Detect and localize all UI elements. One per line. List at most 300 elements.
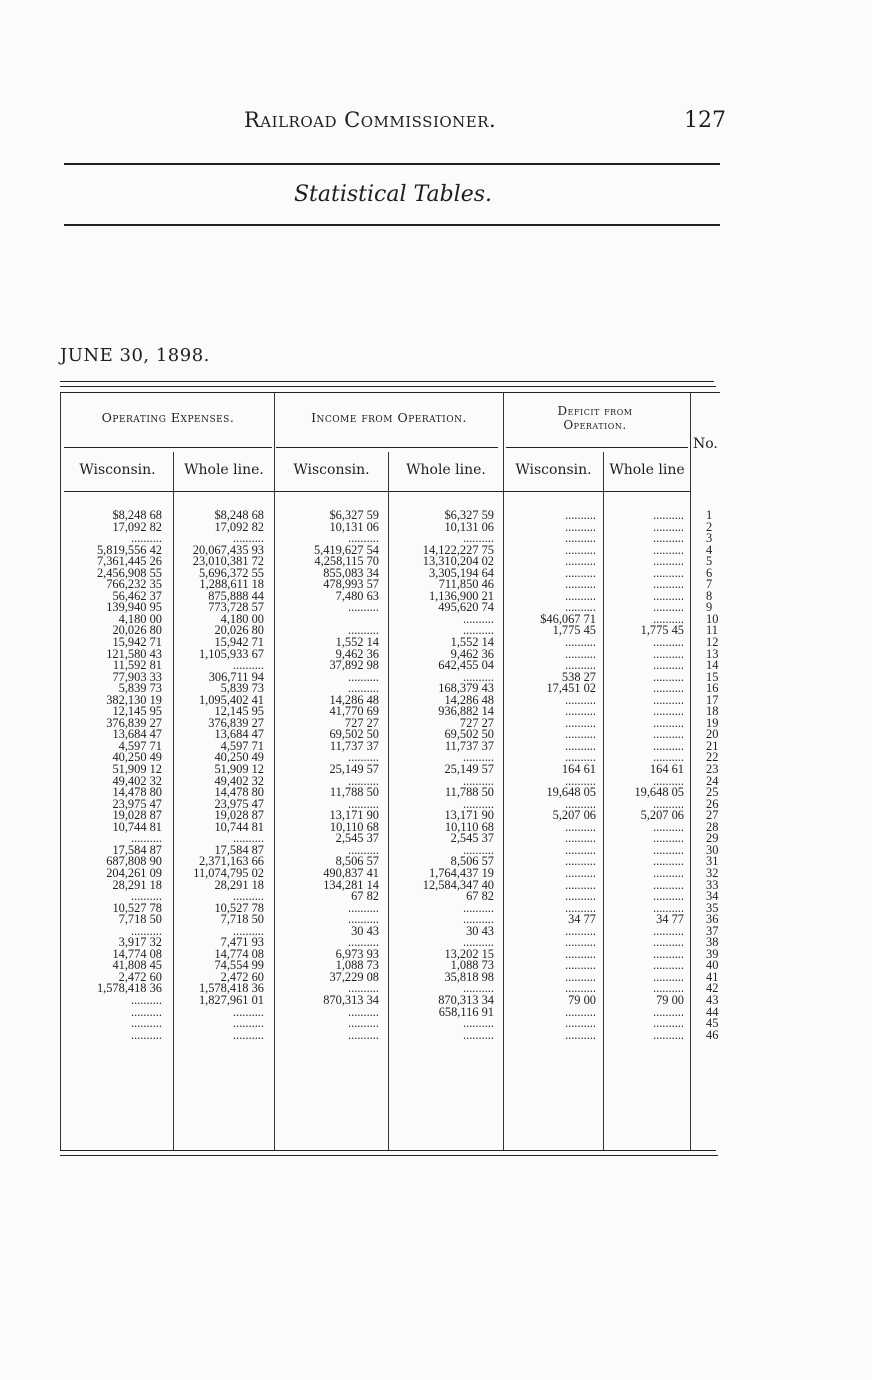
table-cell: $6,327 59 bbox=[444, 508, 494, 522]
table-cell: .......... bbox=[653, 658, 684, 673]
table-cell: .......... bbox=[653, 831, 684, 846]
running-head-title: Railroad Commissioner. bbox=[244, 108, 497, 132]
table-cell: .......... bbox=[463, 773, 494, 788]
table-cell: .......... bbox=[653, 519, 684, 534]
table-cell: .......... bbox=[565, 946, 596, 961]
table-cell: .......... bbox=[348, 531, 379, 546]
table-cell: .......... bbox=[565, 692, 596, 707]
table-cell: 37,892 98 bbox=[329, 658, 379, 673]
table-cell: 168,379 43 bbox=[438, 681, 494, 696]
col-rule-left bbox=[60, 392, 61, 1150]
table-cell: .......... bbox=[653, 542, 684, 557]
table-cell: .......... bbox=[565, 796, 596, 811]
table-cell: .......... bbox=[131, 923, 162, 938]
table-cell: $6,327 59 bbox=[329, 508, 379, 522]
group-operating-expenses: Operating Expenses. bbox=[101, 410, 235, 425]
table-top-rule-3 bbox=[60, 392, 720, 393]
table-cell: 20,026 80 bbox=[112, 623, 162, 638]
table-cell: 13,171 90 bbox=[444, 808, 494, 823]
table-cell: 14,478 80 bbox=[112, 785, 162, 800]
table-cell: 23,975 47 bbox=[214, 796, 264, 811]
row-number: 43 bbox=[706, 992, 719, 1007]
group-rule-income bbox=[276, 447, 498, 448]
table-cell: .......... bbox=[565, 889, 596, 904]
table-cell: .......... bbox=[233, 531, 264, 546]
table-cell: .......... bbox=[233, 923, 264, 938]
table-cell: $8,248 68 bbox=[214, 508, 264, 522]
table-cell: 1,827,961 01 bbox=[198, 992, 264, 1007]
table-cell: 4,180 00 bbox=[118, 611, 162, 626]
table-cell: 10,527 78 bbox=[112, 900, 162, 915]
table-cell: 1,088 73 bbox=[450, 958, 494, 973]
column-header-wisconsin-expenses: Wisconsin. bbox=[79, 462, 156, 478]
table-cell: .......... bbox=[348, 796, 379, 811]
table-cell: .......... bbox=[131, 992, 162, 1007]
table-cell: .......... bbox=[565, 865, 596, 880]
table-cell: 4,258,115 70 bbox=[314, 554, 379, 569]
table-cell: 28,291 18 bbox=[214, 877, 264, 892]
table-cell: .......... bbox=[653, 889, 684, 904]
table-cell: .......... bbox=[565, 635, 596, 650]
table-cell: 30 43 bbox=[351, 923, 379, 938]
table-cell: 8,506 57 bbox=[335, 854, 379, 869]
header-rule-top bbox=[64, 163, 720, 165]
table-cell: 12,145 95 bbox=[214, 704, 264, 719]
table-cell: .......... bbox=[348, 1027, 379, 1042]
table-top-rule-1 bbox=[60, 381, 714, 382]
row-number: 8 bbox=[706, 588, 713, 603]
row-number: 18 bbox=[706, 704, 719, 719]
row-number: 31 bbox=[706, 854, 719, 869]
table-cell: 1,764,437 19 bbox=[428, 865, 494, 880]
table-cell: 1,578,418 36 bbox=[198, 981, 264, 996]
table-cell: 13,310,204 02 bbox=[422, 554, 494, 569]
table-cell: 376,839 27 bbox=[106, 715, 162, 730]
table-cell: 10,744 81 bbox=[214, 819, 264, 834]
table-cell: 5,207 06 bbox=[552, 808, 596, 823]
table-cell: .......... bbox=[565, 923, 596, 938]
table-cell: 10,744 81 bbox=[112, 819, 162, 834]
row-number: 25 bbox=[706, 785, 719, 800]
table-cell: 7,718 50 bbox=[220, 912, 264, 927]
table-cell: 204,261 09 bbox=[106, 865, 162, 880]
column-whole-line-deficit bbox=[604, 510, 684, 1041]
table-cell: 2,545 37 bbox=[450, 831, 494, 846]
table-cell: .......... bbox=[565, 658, 596, 673]
table-cell: 28,291 18 bbox=[112, 877, 162, 892]
table-cell: 11,788 50 bbox=[329, 785, 379, 800]
column-wisconsin-deficit bbox=[504, 510, 596, 1041]
table-cell: .......... bbox=[653, 935, 684, 950]
table-cell: 23,975 47 bbox=[112, 796, 162, 811]
table-cell: 25,149 57 bbox=[444, 762, 494, 777]
table-cell: 7,361,445 26 bbox=[96, 554, 162, 569]
table-cell: 17,092 82 bbox=[214, 519, 264, 534]
table-cell: 14,122,227 75 bbox=[422, 542, 494, 557]
column-wisconsin-expenses bbox=[62, 510, 162, 1041]
table-cell: 8,506 57 bbox=[450, 854, 494, 869]
row-number: 3 bbox=[706, 531, 713, 546]
table-cell: .......... bbox=[463, 796, 494, 811]
row-number: 32 bbox=[706, 865, 719, 880]
table-cell: .......... bbox=[653, 704, 684, 719]
table-cell: 11,788 50 bbox=[444, 785, 494, 800]
table-cell: 7,718 50 bbox=[118, 912, 162, 927]
table-cell: 2,371,163 66 bbox=[198, 854, 264, 869]
row-number: 28 bbox=[706, 819, 719, 834]
page-number: 127 bbox=[684, 108, 726, 133]
table-cell: $46,067 71 bbox=[540, 611, 596, 626]
table-cell: .......... bbox=[565, 577, 596, 592]
table-cell: .......... bbox=[653, 773, 684, 788]
table-cell: 11,592 81 bbox=[112, 658, 162, 673]
table-cell: 1,552 14 bbox=[450, 635, 494, 650]
row-number: 9 bbox=[706, 600, 713, 615]
table-cell: 19,028 87 bbox=[214, 808, 264, 823]
table-cell: .......... bbox=[348, 600, 379, 615]
table-cell: .......... bbox=[565, 508, 596, 522]
table-bottom-rule-2 bbox=[60, 1155, 718, 1156]
table-cell: .......... bbox=[233, 831, 264, 846]
table-cell: 2,472 60 bbox=[118, 969, 162, 984]
table-cell: .......... bbox=[565, 773, 596, 788]
row-number: 38 bbox=[706, 935, 719, 950]
table-cell: 1,105,933 67 bbox=[198, 646, 264, 661]
table-cell: .......... bbox=[653, 842, 684, 857]
table-cell: .......... bbox=[653, 900, 684, 915]
group-income-from-operation: Income from Operation. bbox=[311, 410, 467, 425]
table-cell: .......... bbox=[565, 704, 596, 719]
table-bottom-rule-1 bbox=[60, 1150, 716, 1151]
table-cell: 79 00 bbox=[656, 992, 684, 1007]
table-cell: .......... bbox=[565, 519, 596, 534]
table-cell: 40,250 49 bbox=[112, 750, 162, 765]
table-cell: .......... bbox=[565, 877, 596, 892]
table-cell: .......... bbox=[565, 738, 596, 753]
table-cell: .......... bbox=[131, 1016, 162, 1031]
table-cell: .......... bbox=[653, 600, 684, 615]
table-cell: 17,584 87 bbox=[112, 842, 162, 857]
table-cell: .......... bbox=[463, 935, 494, 950]
table-cell: 79 00 bbox=[568, 992, 596, 1007]
row-number: 12 bbox=[706, 635, 719, 650]
table-cell: 11,737 37 bbox=[444, 738, 494, 753]
column-header-whole-line-expenses: Whole line. bbox=[184, 462, 264, 478]
row-number: 27 bbox=[706, 808, 719, 823]
table-cell: .......... bbox=[463, 669, 494, 684]
group-deficit-from-operation: Deficit from Operation. bbox=[557, 404, 633, 432]
column-header-no: No. bbox=[693, 436, 718, 452]
row-number: 34 bbox=[706, 889, 719, 904]
table-cell: 49,402 32 bbox=[214, 773, 264, 788]
table-cell: 56,462 37 bbox=[112, 588, 162, 603]
table-cell: .......... bbox=[131, 1004, 162, 1019]
table-cell: .......... bbox=[463, 981, 494, 996]
table-cell: 855,083 34 bbox=[323, 565, 379, 580]
table-cell: .......... bbox=[233, 658, 264, 673]
table-cell: .......... bbox=[653, 715, 684, 730]
table-cell: 5,207 06 bbox=[640, 808, 684, 823]
table-cell: 139,940 95 bbox=[106, 600, 162, 615]
table-cell: 5,819,556 42 bbox=[96, 542, 162, 557]
table-cell: 11,074,795 02 bbox=[193, 865, 264, 880]
row-number: 33 bbox=[706, 877, 719, 892]
row-number: 20 bbox=[706, 727, 719, 742]
table-cell: .......... bbox=[653, 923, 684, 938]
table-cell: .......... bbox=[348, 1016, 379, 1031]
table-cell: 51,909 12 bbox=[112, 762, 162, 777]
row-number: 46 bbox=[706, 1027, 719, 1042]
table-cell: .......... bbox=[348, 773, 379, 788]
row-number: 15 bbox=[706, 669, 719, 684]
table-cell: .......... bbox=[463, 842, 494, 857]
table-cell: 658,116 91 bbox=[438, 1004, 494, 1019]
table-cell: 1,775 45 bbox=[640, 623, 684, 638]
table-cell: .......... bbox=[653, 819, 684, 834]
table-cell: .......... bbox=[463, 750, 494, 765]
row-number: 6 bbox=[706, 565, 713, 580]
table-cell: .......... bbox=[463, 531, 494, 546]
table-cell: 14,774 08 bbox=[214, 946, 264, 961]
table-cell: 10,110 68 bbox=[329, 819, 379, 834]
table-cell: .......... bbox=[565, 565, 596, 580]
table-cell: 17,451 02 bbox=[546, 681, 596, 696]
table-cell: .......... bbox=[653, 1027, 684, 1042]
table-cell: 41,770 69 bbox=[329, 704, 379, 719]
row-number: 30 bbox=[706, 842, 719, 857]
table-cell: 41,808 45 bbox=[112, 958, 162, 973]
table-cell: .......... bbox=[653, 508, 684, 522]
table-cell: 67 82 bbox=[466, 889, 494, 904]
table-cell: 67 82 bbox=[351, 889, 379, 904]
table-cell: .......... bbox=[565, 854, 596, 869]
table-cell: .......... bbox=[463, 1027, 494, 1042]
table-cell: .......... bbox=[463, 623, 494, 638]
table-cell: 25,149 57 bbox=[329, 762, 379, 777]
table-cell: .......... bbox=[653, 796, 684, 811]
table-cell: 49,402 32 bbox=[112, 773, 162, 788]
row-number: 5 bbox=[706, 554, 713, 569]
table-cell: .......... bbox=[653, 1016, 684, 1031]
group-rule-deficit bbox=[506, 447, 688, 448]
row-number: 41 bbox=[706, 969, 719, 984]
table-cell: 6,973 93 bbox=[335, 946, 379, 961]
table-cell: .......... bbox=[348, 912, 379, 927]
table-cell: 1,136,900 21 bbox=[428, 588, 494, 603]
table-cell: .......... bbox=[565, 969, 596, 984]
row-number: 11 bbox=[706, 623, 718, 638]
row-number: 17 bbox=[706, 692, 719, 707]
table-cell: 15,942 71 bbox=[214, 635, 264, 650]
table-cell: .......... bbox=[653, 692, 684, 707]
table-cell: 7,480 63 bbox=[335, 588, 379, 603]
row-number: 29 bbox=[706, 831, 719, 846]
table-cell: .......... bbox=[653, 531, 684, 546]
table-cell: .......... bbox=[565, 819, 596, 834]
table-cell: 2,545 37 bbox=[335, 831, 379, 846]
column-row-numbers bbox=[706, 510, 718, 1041]
table-cell: .......... bbox=[653, 877, 684, 892]
row-number: 35 bbox=[706, 900, 719, 915]
column-header-whole-line-deficit: Whole line bbox=[609, 462, 685, 478]
table-cell: .......... bbox=[565, 554, 596, 569]
table-top-rule-2 bbox=[60, 386, 716, 387]
table-cell: .......... bbox=[653, 854, 684, 869]
table-cell: .......... bbox=[131, 1027, 162, 1042]
table-cell: 870,313 34 bbox=[323, 992, 379, 1007]
column-header-wisconsin-income: Wisconsin. bbox=[293, 462, 370, 478]
table-cell: 34 77 bbox=[656, 912, 684, 927]
table-cell: 13,684 47 bbox=[214, 727, 264, 742]
row-number: 22 bbox=[706, 750, 719, 765]
table-cell: 10,110 68 bbox=[444, 819, 494, 834]
table-cell: 495,620 74 bbox=[438, 600, 494, 615]
table-cell: .......... bbox=[131, 531, 162, 546]
table-cell: .......... bbox=[565, 531, 596, 546]
table-cell: 51,909 12 bbox=[214, 762, 264, 777]
table-cell: .......... bbox=[348, 935, 379, 950]
table-cell: 727 27 bbox=[344, 715, 379, 730]
table-cell: 490,837 41 bbox=[323, 865, 379, 880]
table-cell: .......... bbox=[653, 969, 684, 984]
table-date: JUNE 30, 1898. bbox=[60, 345, 210, 366]
table-cell: .......... bbox=[653, 727, 684, 742]
table-cell: 69,502 50 bbox=[329, 727, 379, 742]
table-cell: 538 27 bbox=[561, 669, 596, 684]
table-cell: .......... bbox=[653, 958, 684, 973]
table-cell: .......... bbox=[565, 1004, 596, 1019]
table-cell: .......... bbox=[653, 635, 684, 650]
table-cell: 20,026 80 bbox=[214, 623, 264, 638]
table-cell: .......... bbox=[565, 900, 596, 915]
row-number: 1 bbox=[706, 508, 713, 522]
row-number: 19 bbox=[706, 715, 719, 730]
table-cell: .......... bbox=[131, 889, 162, 904]
table-cell: .......... bbox=[653, 554, 684, 569]
table-cell: 17,092 82 bbox=[112, 519, 162, 534]
table-cell: 1,578,418 36 bbox=[96, 981, 162, 996]
table-cell: .......... bbox=[565, 958, 596, 973]
table-cell: 870,313 34 bbox=[438, 992, 494, 1007]
table-cell: 12,584,347 40 bbox=[422, 877, 494, 892]
table-cell: 10,131 06 bbox=[329, 519, 379, 534]
table-cell: .......... bbox=[565, 831, 596, 846]
table-cell: 1,552 14 bbox=[335, 635, 379, 650]
table-cell: 766,232 35 bbox=[106, 577, 162, 592]
row-number: 14 bbox=[706, 658, 719, 673]
table-cell: 14,286 48 bbox=[329, 692, 379, 707]
table-cell: 727 27 bbox=[459, 715, 494, 730]
table-cell: .......... bbox=[653, 738, 684, 753]
table-cell: 35,818 98 bbox=[444, 969, 494, 984]
table-cell: .......... bbox=[348, 681, 379, 696]
column-whole-line-income bbox=[389, 510, 494, 1041]
table-cell: 875,888 44 bbox=[208, 588, 264, 603]
table-cell: 9,462 36 bbox=[450, 646, 494, 661]
table-cell: 20,067,435 93 bbox=[192, 542, 264, 557]
col-rule-6 bbox=[690, 392, 691, 1150]
table-cell: 382,130 19 bbox=[106, 692, 162, 707]
table-cell: 77,903 33 bbox=[112, 669, 162, 684]
table-cell: .......... bbox=[348, 623, 379, 638]
table-cell: .......... bbox=[463, 912, 494, 927]
table-cell: 164 61 bbox=[561, 762, 596, 777]
table-cell: 15,942 71 bbox=[112, 635, 162, 650]
table-cell: .......... bbox=[233, 1027, 264, 1042]
table-cell: 14,774 08 bbox=[112, 946, 162, 961]
table-cell: .......... bbox=[233, 1016, 264, 1031]
group-rule-expenses bbox=[64, 447, 272, 448]
table-cell: 936,882 14 bbox=[438, 704, 494, 719]
table-cell: .......... bbox=[348, 981, 379, 996]
table-cell: 14,286 48 bbox=[444, 692, 494, 707]
column-header-whole-line-income: Whole line. bbox=[406, 462, 486, 478]
table-cell: .......... bbox=[565, 542, 596, 557]
table-cell: 1,095,402 41 bbox=[198, 692, 264, 707]
row-number: 2 bbox=[706, 519, 713, 534]
table-cell: 4,597 71 bbox=[220, 738, 264, 753]
row-number: 26 bbox=[706, 796, 719, 811]
table-cell: 5,839 73 bbox=[118, 681, 162, 696]
table-cell: .......... bbox=[233, 889, 264, 904]
table-cell: 30 43 bbox=[466, 923, 494, 938]
table-cell: 37,229 08 bbox=[329, 969, 379, 984]
table-cell: .......... bbox=[653, 1004, 684, 1019]
table-cell: .......... bbox=[565, 1027, 596, 1042]
table-cell: 23,010,381 72 bbox=[192, 554, 264, 569]
row-number: 13 bbox=[706, 646, 719, 661]
table-cell: 1,775 45 bbox=[552, 623, 596, 638]
table-cell: 5,839 73 bbox=[220, 681, 264, 696]
table-cell: .......... bbox=[348, 750, 379, 765]
row-number: 4 bbox=[706, 542, 713, 557]
table-cell: .......... bbox=[565, 600, 596, 615]
table-cell: 687,808 90 bbox=[106, 854, 162, 869]
table-cell: 10,527 78 bbox=[214, 900, 264, 915]
table-cell: .......... bbox=[653, 669, 684, 684]
table-cell: .......... bbox=[463, 1016, 494, 1031]
row-number: 21 bbox=[706, 738, 719, 753]
table-cell: .......... bbox=[653, 646, 684, 661]
row-number: 24 bbox=[706, 773, 719, 788]
row-number: 7 bbox=[706, 577, 713, 592]
table-cell: .......... bbox=[565, 935, 596, 950]
table-cell: .......... bbox=[653, 565, 684, 580]
table-cell: .......... bbox=[653, 750, 684, 765]
table-cell: .......... bbox=[463, 900, 494, 915]
table-cell: 7,471 93 bbox=[220, 935, 264, 950]
table-cell: 5,419,627 54 bbox=[313, 542, 379, 557]
table-cell: .......... bbox=[565, 727, 596, 742]
table-cell: 9,462 36 bbox=[335, 646, 379, 661]
row-number: 42 bbox=[706, 981, 719, 996]
table-cell: .......... bbox=[653, 946, 684, 961]
table-cell: .......... bbox=[565, 715, 596, 730]
table-cell: 12,145 95 bbox=[112, 704, 162, 719]
header-bottom-rule bbox=[64, 491, 690, 492]
table-cell: 3,305,194 64 bbox=[428, 565, 494, 580]
table-cell: .......... bbox=[348, 900, 379, 915]
header-rule-bottom bbox=[64, 224, 720, 226]
table-cell: 19,648 05 bbox=[634, 785, 684, 800]
table-cell: .......... bbox=[653, 981, 684, 996]
table-cell: 2,472 60 bbox=[220, 969, 264, 984]
table-cell: 478,993 57 bbox=[323, 577, 379, 592]
table-cell: 69,502 50 bbox=[444, 727, 494, 742]
table-cell: .......... bbox=[348, 842, 379, 857]
table-cell: 376,839 27 bbox=[208, 715, 264, 730]
table-cell: 5,696,372 55 bbox=[198, 565, 264, 580]
